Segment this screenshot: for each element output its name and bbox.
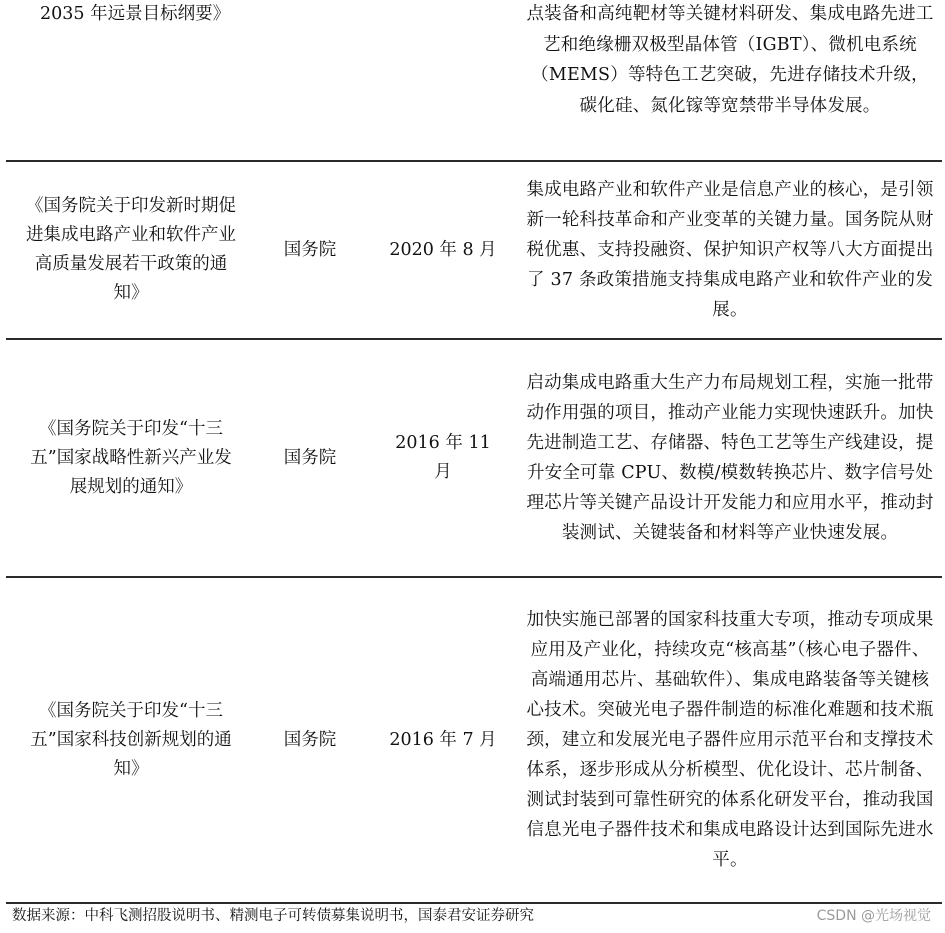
issue-date: 2020 年 8 月	[389, 239, 497, 260]
issuer: 国务院	[283, 239, 337, 260]
table-row	[6, 578, 942, 904]
issue-date: 2016 年 11 月	[395, 433, 491, 482]
issue-date: 2016 年 7 月	[389, 729, 497, 750]
content-cell	[520, 578, 942, 902]
policy-content: 启动集成电路重大生产力布局规划工程，实施一批带动作用强的项目，推动产业能力实现快速跃升。加快先进制造工艺、存储器、特色工艺等生产线建设，提升安全可靠 CPU、数模/模数转换芯片、数字信号处理芯片等关键产品设计开发能力和应用水平，推动封装测试、关键装备和材料等产业快速发展。	[526, 373, 934, 543]
policy-name-cell	[8, 162, 254, 338]
policy-name-cell	[8, 578, 254, 902]
date-cell	[368, 0, 518, 160]
content-cell	[520, 340, 942, 576]
policy-name: 《国务院关于印发“十三五”国家科技创新规划的通知》	[30, 700, 232, 779]
issuer-cell	[256, 162, 364, 338]
table-row	[6, 340, 942, 578]
content-cell	[520, 0, 942, 160]
policy-content: 加快实施已部署的国家科技重大专项，推动专项成果应用及产业化，持续攻克“核高基”（核心电子器件、高端通用芯片、基础软件）、集成电路装备等关键核心技术。突破光电子器件制造的标准化难题和技术瓶颈，建立和发展光电子器件应用示范平台和支撑技术体系，逐步形成从分析模型、优化设计、芯片制备、测试封装到可靠性研究的体系化研发平台，推动我国信息光电子器件技术和集成电路设计达到国际先进水平。	[526, 610, 934, 870]
issuer-cell	[256, 340, 364, 576]
issuer-cell	[256, 0, 364, 160]
data-source-note: 数据来源：中科飞测招股说明书、精测电子可转债募集说明书，国泰君安证券研究	[12, 908, 534, 924]
content-cell	[520, 162, 942, 338]
issuer: 国务院	[283, 447, 337, 468]
date-cell	[368, 162, 518, 338]
table-row	[6, 162, 942, 340]
issuer-cell	[256, 578, 364, 902]
policy-table	[6, 0, 942, 904]
policy-name: 《国务院关于印发“十三五”国家战略性新兴产业发展规划的通知》	[30, 418, 232, 497]
policy-content: 点装备和高纯靶材等关键材料研发、集成电路先进工艺和绝缘栅双极型晶体管（IGBT）、微机电系统（MEMS）等特色工艺突破，先进存储技术升级，碳化硅、氮化镓等宽禁带半导体发展。	[526, 4, 934, 116]
policy-name-cell	[8, 340, 254, 576]
date-cell	[368, 578, 518, 902]
policy-content: 集成电路产业和软件产业是信息产业的核心，是引领新一轮科技革命和产业变革的关键力量。国务院从财税优惠、支持投融资、保护知识产权等八大方面提出了 37 条政策措施支持集成电路产业和软件产业的发展。	[526, 180, 934, 320]
policy-name: 《国务院关于印发新时期促进集成电路产业和软件产业高质量发展若干政策的通知》	[26, 196, 236, 303]
watermark: CSDN @光场视觉	[816, 908, 931, 924]
issuer: 国务院	[283, 729, 337, 750]
policy-name-cell	[22, 0, 268, 160]
date-cell	[368, 340, 518, 576]
policy-name: 2035 年远景目标纲要》	[40, 4, 231, 24]
table-row	[6, 0, 942, 162]
